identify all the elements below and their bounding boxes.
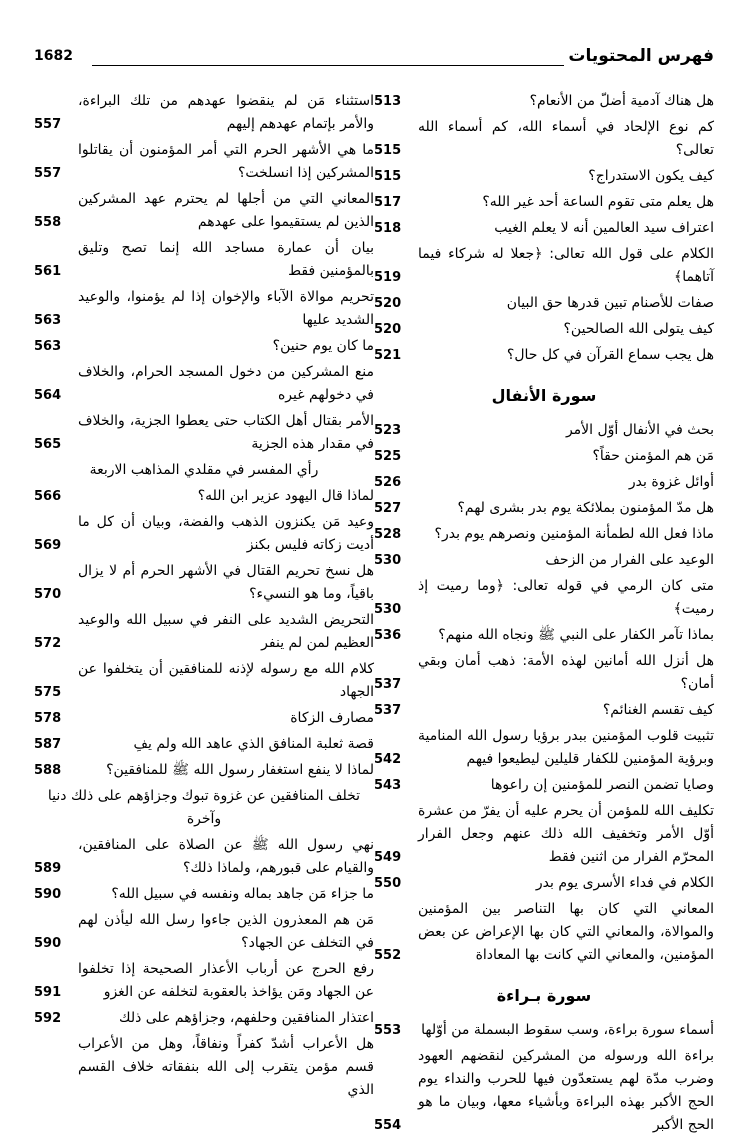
toc-entry-page: 575 <box>34 685 62 700</box>
toc-entry-page: 578 <box>34 711 62 726</box>
toc-entry-text: هل مدّ المؤمنون بملائكة يوم بدر بشرى لهم؟ <box>457 500 714 516</box>
toc-entry <box>374 90 714 113</box>
toc-entry <box>374 217 714 240</box>
toc-entry <box>374 523 714 546</box>
toc-entry-text: كيف تقسم الغنائم؟ <box>602 702 714 718</box>
toc-entry <box>34 188 374 234</box>
toc-entry-page: 553 <box>374 1023 402 1038</box>
toc-entry-text: هل أنزل الله أمانين لهذه الأمة: ذهب أمان وبقي أمان؟ <box>418 653 714 692</box>
toc-entry <box>34 139 374 185</box>
subheading-madhahib: رأي المفسر في مقلدي المذاهب الاربعة <box>89 462 319 478</box>
toc-entry-page: 549 <box>374 850 402 865</box>
toc-entry <box>34 410 374 456</box>
toc-entry-text: الأمر بقتال أهل الكتاب حتى يعطوا الجزية، والخلاف في مقدار هذه الجزية <box>78 413 374 452</box>
toc-entry-text: اعتذار المنافقين وحلفهم، وجزاؤهم على ذلك <box>119 1010 374 1026</box>
toc-entry-text: ما جزاء مَن جاهد بماله ونفسه في سبيل الله؟ <box>111 886 374 902</box>
toc-entry-text: نهي رسول الله ﷺ عن الصلاة على المنافقين، والقيام على قبورهم، ولماذا ذلك؟ <box>78 837 374 876</box>
toc-entry-page: 542 <box>374 752 402 767</box>
toc-entry-text: هل يجب سماع القرآن في كل حال؟ <box>506 347 714 363</box>
toc-entry <box>374 243 714 289</box>
toc-entry <box>374 292 714 315</box>
toc-entry <box>374 344 714 367</box>
left-entries-3 <box>34 834 374 1102</box>
toc-entry-text: وصايا تضمن النصر للمؤمنين إن راعوها <box>490 777 714 793</box>
toc-entry-page: 528 <box>374 527 402 542</box>
toc-entry-text: قصة ثعلبة المنافق الذي عاهد الله ولم يفِ <box>133 736 374 752</box>
toc-entry <box>374 800 714 869</box>
toc-entry <box>374 116 714 162</box>
toc-entry <box>34 286 374 332</box>
toc-entry <box>374 445 714 468</box>
toc-entry-page: 520 <box>374 322 402 337</box>
toc-entry-page: 537 <box>374 703 402 718</box>
toc-entry <box>34 609 374 655</box>
toc-entry <box>374 1019 714 1042</box>
toc-entry-page: 515 <box>374 169 402 184</box>
toc-entry <box>34 485 374 508</box>
toc-entry <box>34 511 374 557</box>
toc-entry-page: 589 <box>34 861 62 876</box>
toc-entry-text: الوعيد على الفرار من الزحف <box>545 552 714 568</box>
toc-entry-page: 513 <box>374 94 402 109</box>
toc-entry <box>34 658 374 704</box>
toc-entry <box>374 165 714 188</box>
subheading-tabuk: تخلف المنافقين عن غزوة تبوك وجزاؤهم على ذلك دنيا وآخرة <box>47 788 361 827</box>
toc-entry-text: أوائل غزوة بدر <box>628 474 714 490</box>
toc-entry-text: اعتراف سيد العالمين أنه لا يعلم الغيب <box>494 220 714 236</box>
toc-entry-text: هل نسخ تحريم القتال في الأشهر الحرم أم لا يزال باقياً، وما هو النسيء؟ <box>78 563 374 602</box>
toc-entry-text: رفع الحرج عن أرباب الأعذار الصحيحة إذا تخلفوا عن الجهاد ومَن يؤاخذ بالعقوبة لتخلفه عن الغزو <box>78 961 374 1000</box>
page-header <box>34 46 714 76</box>
toc-entry-page: 527 <box>374 501 402 516</box>
toc-entry <box>34 361 374 407</box>
toc-entry-text: كم نوع الإلحاد في أسماء الله، كم أسماء الله تعالى؟ <box>418 119 714 158</box>
toc-entry-page: 588 <box>34 763 62 778</box>
toc-entry <box>374 774 714 797</box>
toc-entry-text: ما كان يوم حنين؟ <box>272 338 374 354</box>
toc-entry <box>374 872 714 895</box>
toc-entry-page: 572 <box>34 636 62 651</box>
right-column <box>374 90 714 1140</box>
toc-entry-text: لماذا لا ينفع استغفار رسول الله ﷺ للمنافقين؟ <box>106 762 374 778</box>
toc-entry <box>374 1045 714 1137</box>
toc-entry-text: هل يعلم متى تقوم الساعة أحد غير الله؟ <box>482 194 714 210</box>
toc-entry-page: 515 <box>374 143 402 158</box>
toc-entry-text: بحث في الأنفال أوّل الأمر <box>565 422 714 438</box>
left-entries-1 <box>34 90 374 456</box>
toc-entry-page: 570 <box>34 587 62 602</box>
left-entries-2 <box>34 485 374 782</box>
page-title: فهرس المحتويات <box>568 46 714 66</box>
toc-entry-page: 557 <box>34 117 62 132</box>
toc-entry-page: 587 <box>34 737 62 752</box>
toc-entry-text: صفات للأصنام تبين قدرها حق البيان <box>506 295 714 311</box>
toc-entry <box>374 575 714 621</box>
toc-entry <box>34 759 374 782</box>
toc-entry-page: 530 <box>374 553 402 568</box>
toc-entry <box>34 560 374 606</box>
toc-entry <box>34 733 374 756</box>
left-column <box>34 90 374 1105</box>
toc-entry <box>34 958 374 1004</box>
anfal-entries <box>374 419 714 967</box>
toc-entry-page: 554 <box>374 1118 402 1133</box>
toc-entry <box>34 909 374 955</box>
toc-entry-page: 536 <box>374 628 402 643</box>
toc-entry <box>34 883 374 906</box>
toc-entry-text: تثبيت قلوب المؤمنين ببدر برؤيا رسول الله المنامية وبرؤية المؤمنين للكفار قليلين ليطيعوا فيهم <box>418 728 714 767</box>
toc-entry <box>374 650 714 696</box>
toc-entry-text: تحريم موالاة الآباء والإخوان إذا لم يؤمنوا، والوعيد الشديد عليها <box>78 289 374 328</box>
toc-entry-text: كلام الله مع رسوله لإذنه للمنافقين أن يتخلفوا عن الجهاد <box>78 661 374 700</box>
toc-entry-text: منع المشركين من دخول المسجد الحرام، والخلاف في دخولهم غيره <box>78 364 374 403</box>
toc-entry-page: 563 <box>34 339 62 354</box>
toc-entry-page: 521 <box>374 348 402 363</box>
header-rule <box>92 65 564 66</box>
toc-entry-page: 563 <box>34 313 62 328</box>
toc-entry-text: بماذا تآمر الكفار على النبي ﷺ ونجاه الله منهم؟ <box>438 627 714 643</box>
toc-entry-text: هل الأعراب أشدّ كفراً ونفاقاً، وهل من الأعراب قسم مؤمن يتقرب إلى الله بنفقاته خلاف القسم الذي <box>78 1036 374 1098</box>
toc-entry-text: كيف يكون الاستدراج؟ <box>588 168 714 184</box>
toc-entry-page: 543 <box>374 778 402 793</box>
toc-entry <box>374 497 714 520</box>
toc-entry-page: 569 <box>34 538 62 553</box>
toc-entry-text: متى كان الرمي في قوله تعالى: ﴿وما رميت إذ رميت﴾ <box>418 578 714 617</box>
toc-entry-text: المعاني التي كان بها التناصر بين المؤمنين والموالاة، والمعاني التي كان بها الإعراض عن بعض المؤمنين، والمعاني التي كانت بها المعاداة <box>418 901 714 963</box>
toc-entry-text: أسماء سورة براءة، وسب سقوط البسملة من أوّلها <box>421 1022 714 1038</box>
toc-entry <box>34 1033 374 1102</box>
toc-entry <box>374 318 714 341</box>
toc-entry-page: 558 <box>34 215 62 230</box>
toc-entry-page: 517 <box>374 195 402 210</box>
section-heading-baraa: سورة بـراءة <box>496 986 592 1005</box>
toc-entry <box>374 699 714 722</box>
toc-entry-page: 537 <box>374 677 402 692</box>
toc-entry <box>374 191 714 214</box>
toc-entry-text: لماذا قال اليهود عزير ابن الله؟ <box>197 488 374 504</box>
toc-entry-page: 523 <box>374 423 402 438</box>
toc-entry-text: مصارف الزكاة <box>290 710 374 726</box>
toc-entry-page: 552 <box>374 948 402 963</box>
baraa-entries <box>374 1019 714 1137</box>
toc-entry-text: ما هي الأشهر الحرم التي أمر المؤمنون أن يقاتلوا المشركين إذا انسلخت؟ <box>78 142 374 181</box>
toc-entry-text: مَن هم المعذرون الذين جاءوا رسل الله ليأذن لهم في التخلف عن الجهاد؟ <box>78 912 374 951</box>
toc-entry <box>374 419 714 442</box>
toc-entry-page: 590 <box>34 936 62 951</box>
toc-entry-page: 590 <box>34 887 62 902</box>
toc-entry <box>374 549 714 572</box>
toc-entry <box>34 707 374 730</box>
toc-entry-page: 520 <box>374 296 402 311</box>
toc-entry-text: التحريض الشديد على النفر في سبيل الله والوعيد العظيم لمن لم ينفر <box>78 612 374 651</box>
toc-entry <box>374 471 714 494</box>
toc-entry-page: 557 <box>34 166 62 181</box>
toc-entry-page: 526 <box>374 475 402 490</box>
toc-entry-page: 518 <box>374 221 402 236</box>
toc-entry-page: 550 <box>374 876 402 891</box>
toc-entry-text: هل هناك آدمية أضلّ من الأنعام؟ <box>529 93 714 109</box>
toc-entry-text: تكليف الله للمؤمن أن يحرم عليه أن يفرّ من عشرة أوّل الأمر وتخفيف الله ذلك عنهم وجعل الفرار المحرّم الفرار من اثنين فقط <box>418 803 714 865</box>
toc-entry <box>374 725 714 771</box>
intro-entries <box>374 90 714 367</box>
page-number: 1682 <box>34 48 73 64</box>
toc-entry-page: 565 <box>34 437 62 452</box>
toc-entry-page: 525 <box>374 449 402 464</box>
section-heading-anfal: سورة الأنفال <box>491 386 597 405</box>
toc-entry-text: مَن هم المؤمنن حقاً؟ <box>592 448 714 464</box>
toc-entry-text: استثناء مَن لم ينقضوا عهدهم من تلك البراءة، والأمر بإتمام عهدهم إليهم <box>78 93 374 132</box>
toc-entry <box>34 90 374 136</box>
toc-entry <box>34 1007 374 1030</box>
toc-entry-text: وعيد مَن يكنزون الذهب والفضة، وبيان أن كل ما أديت زكاته فليس بكنز <box>78 514 374 553</box>
toc-entry-page: 530 <box>374 602 402 617</box>
toc-entry-page: 519 <box>374 270 402 285</box>
toc-entry-page: 592 <box>34 1011 62 1026</box>
toc-entry-text: ماذا فعل الله لطمأنة المؤمنين ونصرهم يوم بدر؟ <box>434 526 714 542</box>
toc-entry-text: كيف يتولى الله الصالحين؟ <box>563 321 714 337</box>
toc-entry-text: الكلام على قول الله تعالى: ﴿جعلا له شركاء فيما آتاهما﴾ <box>418 246 714 285</box>
toc-entry <box>34 335 374 358</box>
toc-entry-text: الكلام في فداء الأسرى يوم بدر <box>535 875 714 891</box>
toc-entry-text: بيان أن عمارة مساجد الله إنما تصح وتليق بالمؤمنين فقط <box>78 240 374 279</box>
toc-entry-page: 591 <box>34 985 62 1000</box>
toc-entry-page: 561 <box>34 264 62 279</box>
toc-entry-text: براءة الله ورسوله من المشركين لنقضهم العهود وضرب مدّة لهم يستعدّون فيها للحرب والنداء يوم الحج الأكبر بهذه البراءة وبأشياء معها، وبيان ما هو الحج الأكبر <box>418 1048 714 1133</box>
toc-entry <box>34 834 374 880</box>
toc-entry <box>374 898 714 967</box>
toc-entry <box>374 624 714 647</box>
toc-entry <box>34 237 374 283</box>
toc-entry-page: 564 <box>34 388 62 403</box>
toc-entry-page: 566 <box>34 489 62 504</box>
toc-entry-text: المعاني التي من أجلها لم يحترم عهد المشركين الذين لم يستقيموا على عهدهم <box>78 191 374 230</box>
